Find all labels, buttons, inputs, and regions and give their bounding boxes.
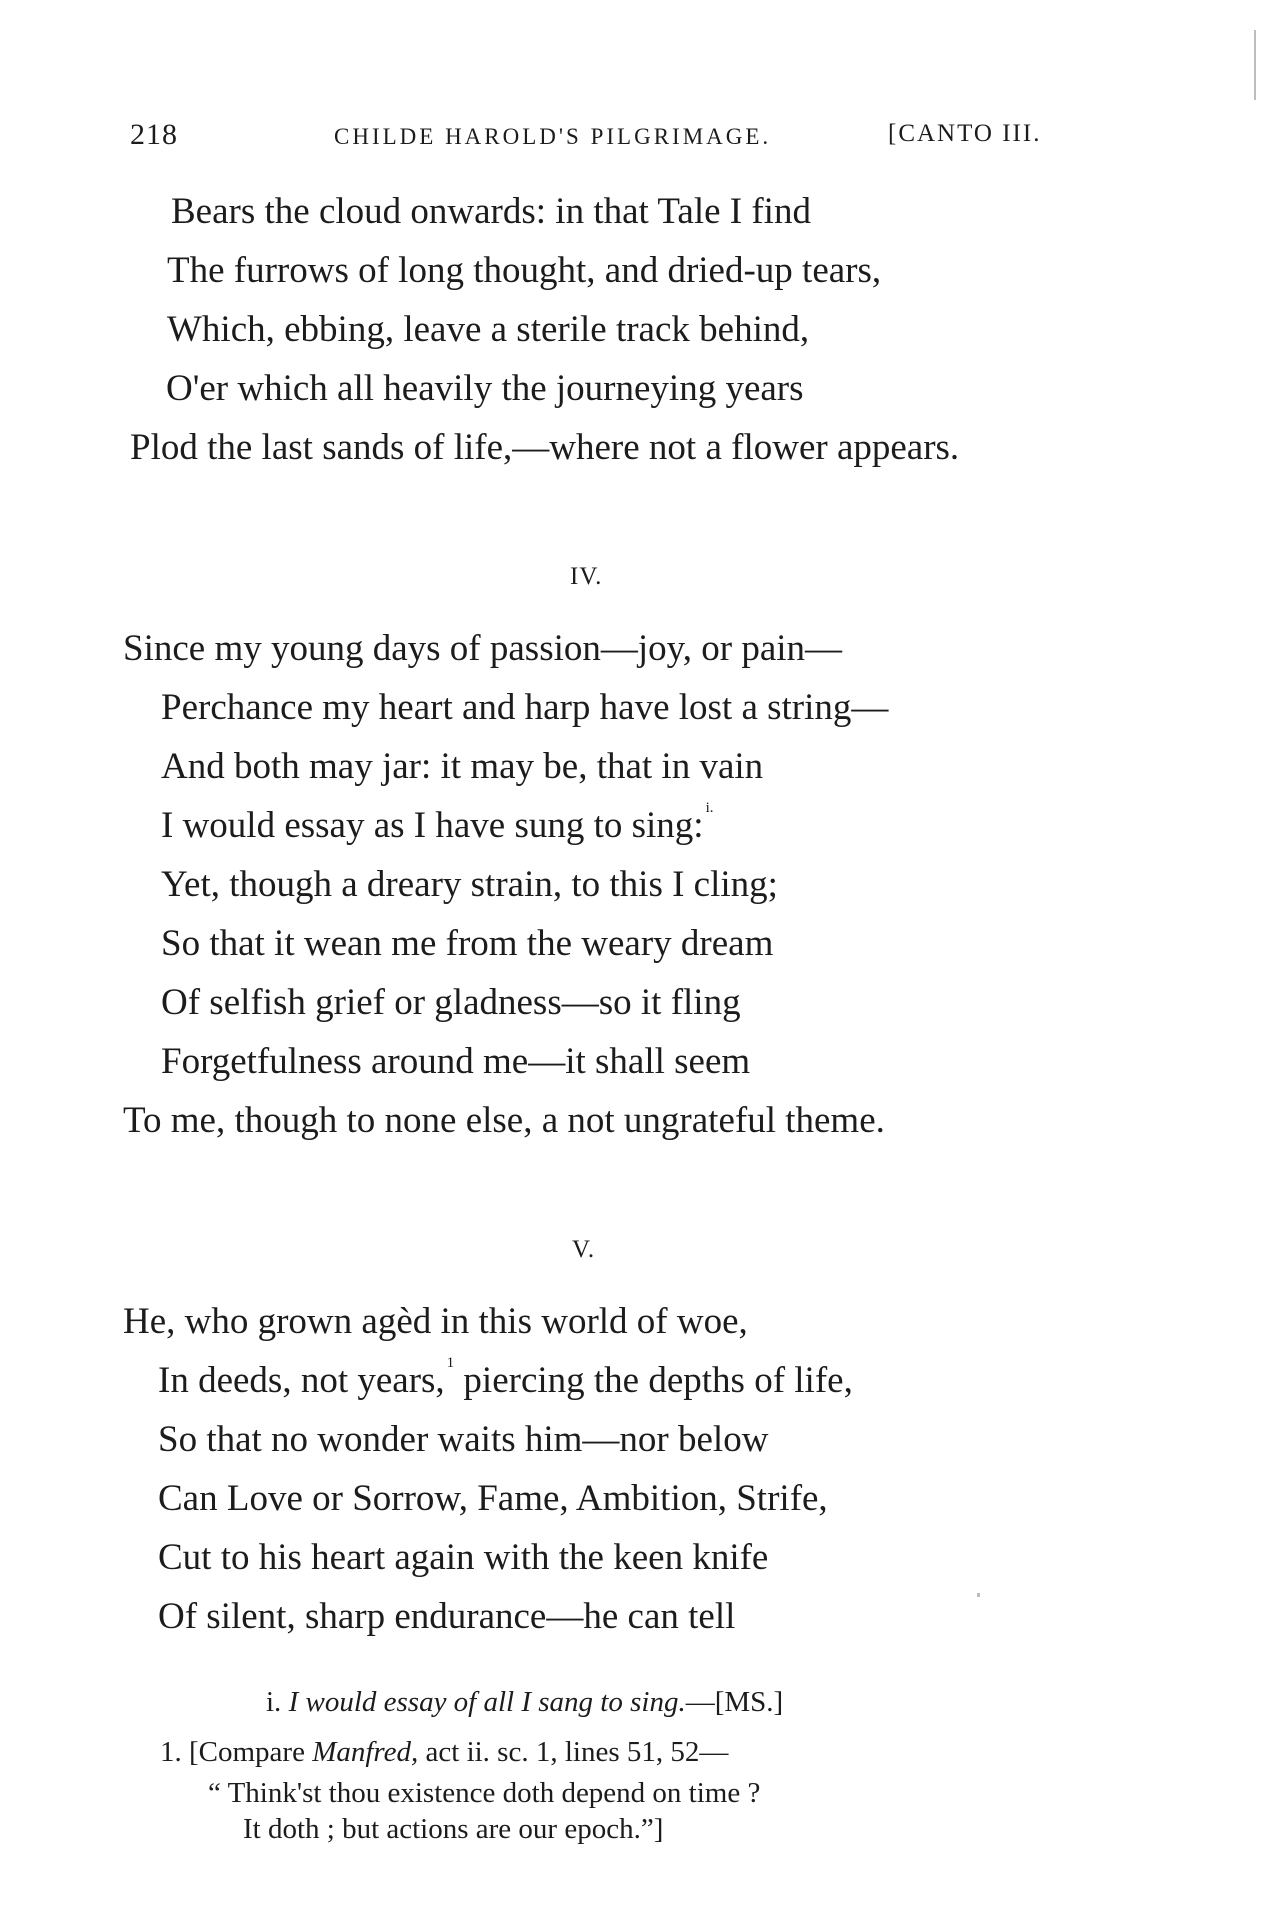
verse-line	[158, 1355, 853, 1402]
stanza-numeral: IV.	[570, 563, 603, 590]
footnote-source: —[MS.]	[685, 1686, 784, 1718]
verse-line: Since my young days of passion—joy, or pain—	[123, 628, 843, 669]
verse-line: Can Love or Sorrow, Fame, Ambition, Strife,	[158, 1478, 828, 1519]
verse-line: Of selfish grief or gladness—so it fling	[161, 982, 741, 1023]
footnote-text: [Compare	[189, 1736, 305, 1768]
running-header	[0, 118, 1269, 158]
footnote-quote-line: “ Think'st thou existence doth depend on time ?	[208, 1777, 761, 1809]
verse-line-text: In deeds, not years,	[158, 1360, 445, 1401]
stanza-numeral: V.	[572, 1236, 596, 1263]
verse-line: Cut to his heart again with the keen knife	[158, 1537, 769, 1578]
canto-label: [CANTO III.	[888, 120, 1042, 147]
verse-line: O'er which all heavily the journeying years	[166, 368, 804, 409]
verse-line: So that it wean me from the weary dream	[161, 923, 774, 964]
footnote-marker: 1.	[160, 1736, 182, 1768]
verse-line-text: I would essay as I have sung to sing:	[161, 805, 704, 846]
verse-line: And both may jar: it may be, that in vain	[161, 746, 764, 787]
verse-line: Forgetfulness around me—it shall seem	[161, 1041, 751, 1082]
footnote-reference: act ii. sc. 1, lines 51, 52—	[425, 1736, 729, 1768]
variant-footnote	[266, 1686, 783, 1719]
verse-line: To me, though to none else, a not ungrateful theme.	[123, 1100, 885, 1141]
verse-line: He, who grown agèd in this world of woe,	[123, 1301, 748, 1342]
verse-line: Of silent, sharp endurance—he can tell	[158, 1596, 736, 1637]
footnote-text: I would essay of all I sang to sing.	[288, 1686, 686, 1718]
verse-line: The furrows of long thought, and dried-up tears,	[167, 250, 882, 291]
verse-line: Which, ebbing, leave a sterile track behind,	[167, 309, 810, 350]
verse-line: Perchance my heart and harp have lost a string—	[161, 687, 889, 728]
footnote-quote-line: It doth ; but actions are our epoch.”]	[243, 1813, 664, 1845]
footnote-marker: i.	[266, 1686, 282, 1718]
footnote-reference-mark: 1	[446, 1355, 455, 1371]
verse-line: So that no wonder waits him—nor below	[158, 1419, 769, 1460]
verse-line: Yet, though a dreary strain, to this I cling;	[161, 864, 778, 905]
verse-line	[161, 800, 714, 847]
verse-line: Bears the cloud onwards: in that Tale I find	[171, 191, 811, 232]
scan-artifact	[1254, 30, 1256, 100]
running-title: CHILDE HAROLD'S PILGRIMAGE.	[334, 124, 772, 149]
footnote-work-title: Manfred,	[312, 1736, 419, 1768]
verse-line: Plod the last sands of life,—where not a flower appears.	[130, 427, 960, 468]
editorial-footnote	[160, 1736, 728, 1769]
page-number: 218	[130, 118, 178, 151]
variant-reference-mark: i.	[705, 800, 714, 816]
verse-line-text: piercing the depths of life,	[463, 1360, 853, 1401]
scan-artifact	[977, 1593, 980, 1597]
